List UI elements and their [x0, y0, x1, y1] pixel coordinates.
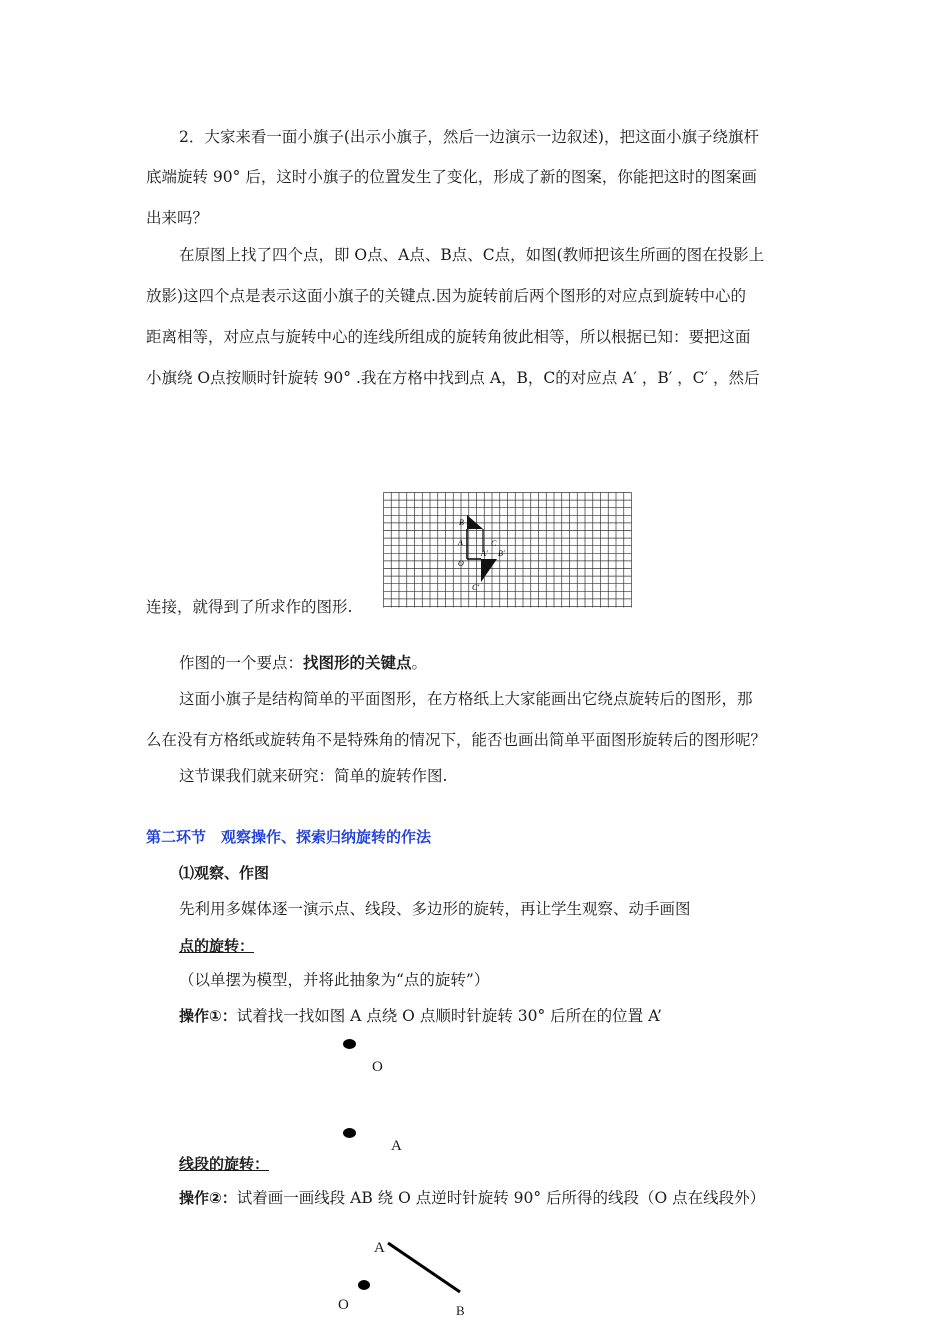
para5: 这节课我们就来研究：简单的旋转作图.: [179, 767, 448, 785]
operation-2-text: 试着画一画线段 AB 绕 O 点逆时针旋转 90° 后所得的线段（O 点在线段外）: [236, 1189, 766, 1207]
para2-line5: 连接，就得到了所求作的图形.: [146, 598, 353, 616]
segment-ab: [388, 1243, 460, 1292]
para1-line1: 2．大家来看一面小旗子(出示小旗子，然后一边演示一边叙述)，把这面小旗子绕旗杆: [179, 128, 759, 146]
para4-line1: 这面小旗子是结构简单的平面图形，在方格纸上大家能画出它绕点旋转后的图形，那: [179, 690, 753, 708]
section2-sub1: ⑴观察、作图: [179, 864, 270, 882]
grid-figure: [383, 492, 632, 608]
label-b: B: [459, 518, 464, 527]
label-a-prime: A′: [481, 549, 488, 558]
para3: [179, 653, 427, 673]
segment-rotation-heading: 线段的旋转：: [179, 1155, 270, 1173]
para2-line1: 在原图上找了四个点，即 O点、A点、B点、C点，如图(教师把该生所画的图在投影上: [179, 246, 765, 264]
operation-1-label: 操作①：: [179, 1007, 237, 1025]
segment-figure: [330, 1234, 490, 1329]
label-seg-o: O: [338, 1297, 349, 1313]
para2-line4: 小旗绕 O点按顺时针旋转 90° .我在方格中找到点 A，B，C的对应点 A′ ，B′ ，C′ ，然后: [146, 369, 760, 387]
para1-line2: 底端旋转 90° 后，这时小旗子的位置发生了变化，形成了新的图案，你能把这时的图案画: [146, 168, 757, 186]
operation-2-label: 操作②：: [179, 1189, 237, 1207]
model-note: （以单摆为模型，并将此抽象为“点的旋转”）: [179, 971, 490, 989]
operation-2: [179, 1188, 765, 1208]
rotated-flag: [481, 559, 497, 582]
operation-1: [179, 1006, 662, 1026]
label-seg-a: A: [374, 1240, 385, 1256]
para1-line3: 出来吗？: [146, 209, 209, 227]
label-c-prime: C′: [472, 583, 480, 592]
section2-heading: 第二环节 观察操作、探索归纳旋转的作法: [146, 828, 432, 846]
label-a: A: [391, 1138, 402, 1154]
para2-line2: 放影)这四个点是表示这面小旗子的关键点.因为旋转前后两个图形的对应点到旋转中心的: [146, 287, 746, 305]
label-b-prime: B′: [498, 549, 505, 558]
label-o: O: [458, 559, 464, 568]
operation-1-text: 试着找一找如图 A 点绕 O 点顺时针旋转 30° 后所在的位置 A’: [236, 1007, 662, 1025]
original-flag: [467, 515, 483, 529]
label-o: O: [372, 1059, 383, 1075]
section2-intro: 先利用多媒体逐一演示点、线段、多边形的旋转，再让学生观察、动手画图: [179, 900, 691, 918]
point-o-dot: [343, 1039, 356, 1049]
point-o-dot: [358, 1280, 370, 1290]
para4-line2: 么在没有方格纸或旋转角不是特殊角的情况下，能否也画出简单平面图形旋转后的图形呢？: [146, 731, 767, 749]
point-a-dot: [343, 1128, 356, 1138]
label-seg-b: B: [456, 1303, 465, 1318]
para2-line3: 距离相等，对应点与旋转中心的连线所组成的旋转角彼此相等，所以根据已知：要把这面: [146, 328, 751, 346]
label-a: A: [458, 538, 463, 547]
label-c: C: [491, 539, 497, 548]
grid-lines: [384, 493, 632, 608]
para3-suffix: 。: [411, 654, 428, 672]
point-rotation-heading: 点的旋转：: [179, 937, 255, 955]
para3-prefix: 作图的一个要点：: [179, 654, 304, 672]
para3-bold: 找图形的关键点: [303, 654, 412, 672]
